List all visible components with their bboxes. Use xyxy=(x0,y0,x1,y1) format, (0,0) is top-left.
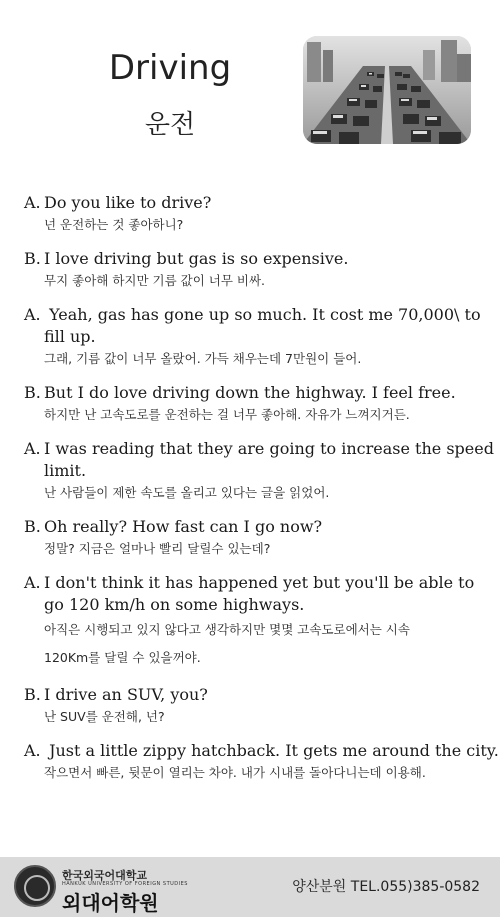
speaker-label: A. xyxy=(24,741,41,760)
dialogue xyxy=(24,192,499,796)
english-line xyxy=(24,248,484,270)
dialogue-item xyxy=(24,382,484,426)
english-line-continued: go 120 km/h on some highways. xyxy=(44,595,305,614)
footer xyxy=(0,857,500,917)
english-text: I love driving but gas is so expensive. xyxy=(44,249,349,268)
english-line xyxy=(24,572,484,594)
korean-line: 그래, 기름 값이 너무 올랐어. 가득 채우는데 7만원이 들어. xyxy=(44,351,362,366)
dialogue-item xyxy=(24,684,484,728)
dialogue-item xyxy=(24,192,484,236)
speaker-label: A. xyxy=(24,305,41,324)
english-line xyxy=(24,382,484,404)
speaker-label: B. xyxy=(24,685,41,704)
english-line xyxy=(24,192,484,214)
english-text: But I do love driving down the highway. I feel free. xyxy=(44,383,456,402)
header xyxy=(0,0,500,180)
english-line xyxy=(24,516,484,538)
korean-line: 난 SUV를 운전해, 넌? xyxy=(44,709,165,724)
english-text: Oh really? How fast can I go now? xyxy=(44,517,323,536)
korean-line: 정말? 지금은 얼마나 빨리 달릴수 있는데? xyxy=(44,541,271,556)
korean-line: 무지 좋아해 하지만 기름 값이 너무 비싸. xyxy=(44,273,266,288)
english-line xyxy=(24,304,484,326)
dialogue-item xyxy=(24,516,484,560)
korean-line: 하지만 난 고속도로를 운전하는 걸 너무 좋아해. 자유가 느껴지거든. xyxy=(44,407,410,422)
dialogue-item xyxy=(24,438,494,504)
university-seal-icon xyxy=(14,865,56,907)
english-text: I was reading that they are going to increase the speed xyxy=(44,439,494,458)
dialogue-item xyxy=(24,740,499,784)
logo-academy-name: 외대어학원 xyxy=(62,891,159,915)
english-text: Yeah, gas has gone up so much. It cost me 70,000\ to xyxy=(44,305,481,324)
english-line-continued: limit. xyxy=(44,461,87,480)
english-line xyxy=(24,438,494,460)
dialogue-item xyxy=(24,248,484,292)
speaker-label: A. xyxy=(24,573,41,592)
logo-university-name: 한국외국어대학교 xyxy=(62,869,148,882)
page-title: Driving xyxy=(108,48,232,88)
traffic-photo-svg xyxy=(303,36,471,144)
speaker-label: A. xyxy=(24,193,41,212)
logo-english-name: HANKUK UNIVERSITY OF FOREIGN STUDIES xyxy=(62,881,188,887)
speaker-label: B. xyxy=(24,383,41,402)
english-line xyxy=(24,684,484,706)
korean-line-continued: 120Km를 달릴 수 있을꺼야. xyxy=(44,650,201,665)
korean-line: 아직은 시행되고 있지 않다고 생각하지만 몇몇 고속도로에서는 시속 xyxy=(44,622,410,637)
traffic-jam-photo xyxy=(303,36,471,144)
korean-line: 작으면서 빠른, 뒷문이 열리는 차야. 내가 시내를 돌아다니는데 이용해. xyxy=(44,765,426,780)
speaker-label: B. xyxy=(24,517,41,536)
dialogue-item xyxy=(24,304,484,370)
english-line-continued: fill up. xyxy=(44,327,96,346)
contact-info: 양산분원 TEL.055)385-0582 xyxy=(292,879,480,895)
korean-line: 넌 운전하는 것 좋아하니? xyxy=(44,217,184,232)
korean-line: 난 사람들이 제한 속도를 올리고 있다는 글을 읽었어. xyxy=(44,485,330,500)
english-text: Do you like to drive? xyxy=(44,193,212,212)
english-text: I drive an SUV, you? xyxy=(44,685,208,704)
english-text: I don't think it has happened yet but you'll be able to xyxy=(44,573,475,592)
speaker-label: B. xyxy=(24,249,41,268)
english-text: Just a little zippy hatchback. It gets me around the city. xyxy=(44,741,499,760)
dialogue-item xyxy=(24,572,484,672)
page-subtitle: 운전 xyxy=(144,110,196,140)
speaker-label: A. xyxy=(24,439,41,458)
english-line xyxy=(24,740,499,762)
